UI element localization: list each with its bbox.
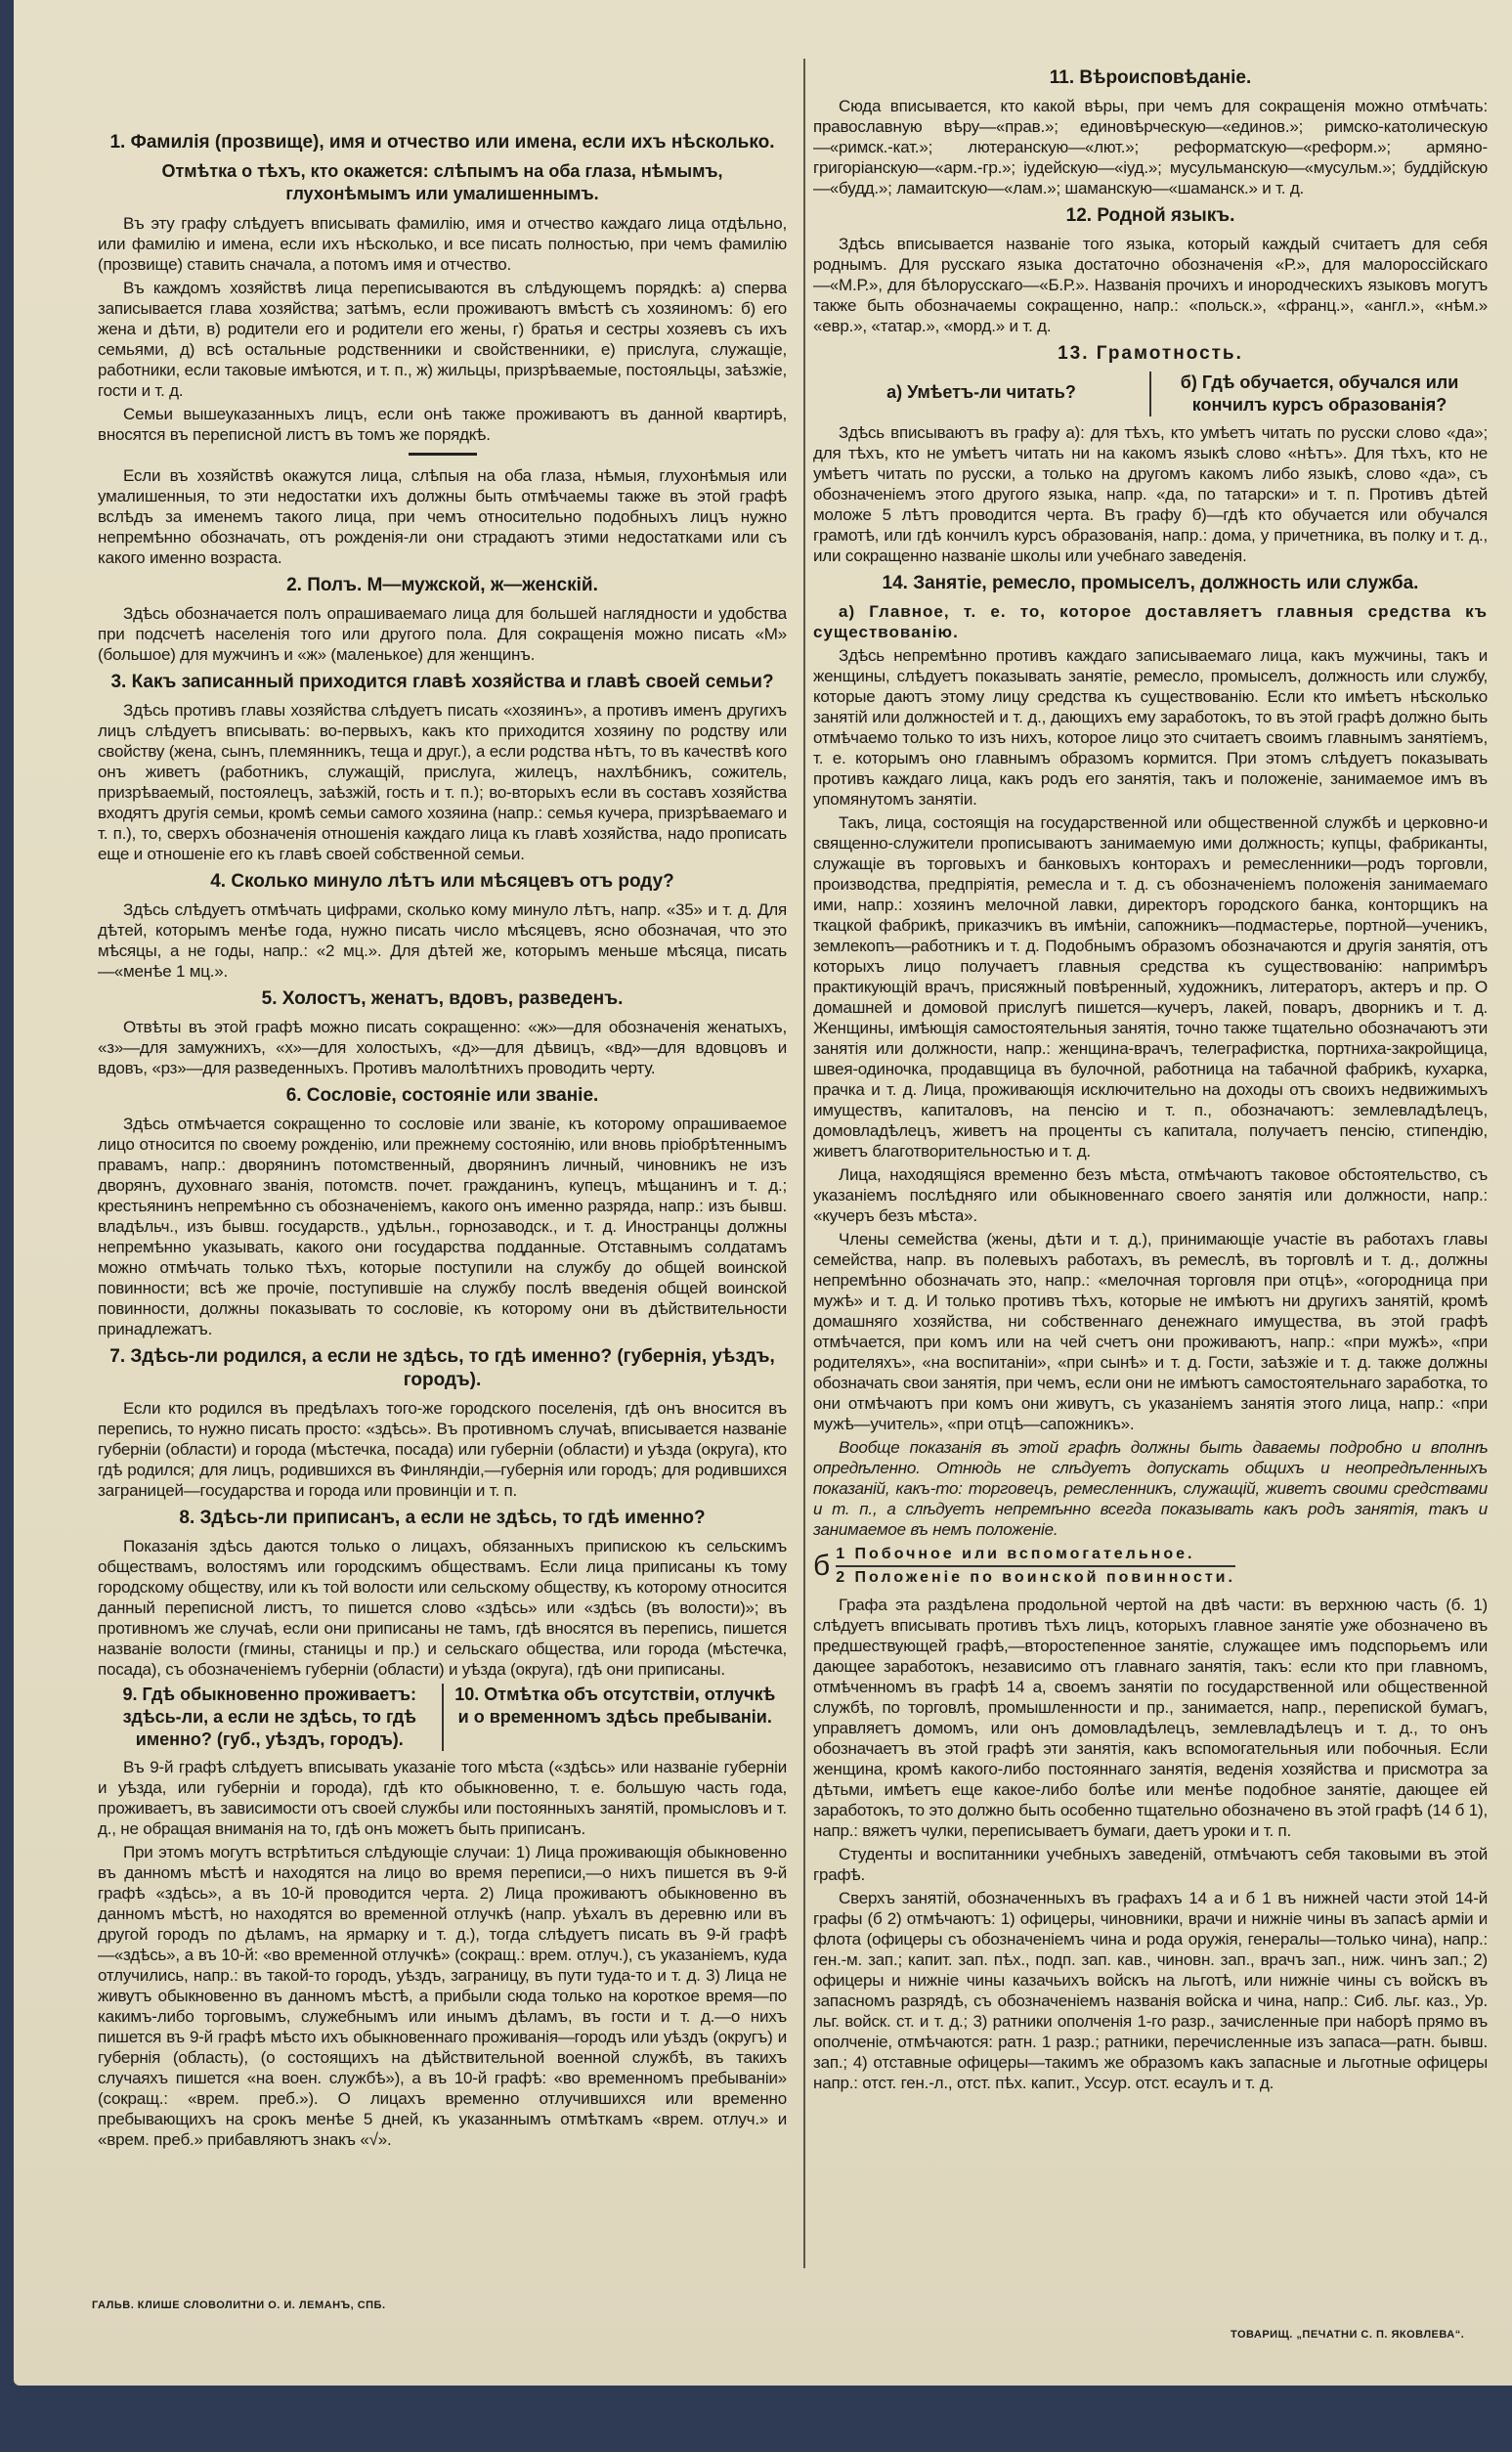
section-3-heading: 3. Какъ записанный приходится главѣ хозяйства и главѣ своей семьи?	[110, 672, 774, 692]
section-12-heading: 12. Родной языкъ.	[1065, 205, 1235, 226]
paragraph: Здѣсь непремѣнно противъ каждаго записываемаго лица, какъ мужчины, такъ и женщины, слѣдуетъ показывать занятіе, ремесло, промыселъ, должность или службу, которые даютъ этому лицу средства къ существованію. Если кто имѣетъ нѣсколько занятій или должностей и т. д., дающихъ ему заработокъ, то въ этой графѣ должно быть отмѣчаемо только то изъ нихъ, которое лицо это считаетъ своимъ главнымъ занятіемъ, т. е. которымъ оно главнымъ образомъ кормится. При этомъ слѣдуетъ показывать противъ каждаго лица, какъ родъ его занятія, такъ и положеніе, занимаемое имъ въ упомянутомъ занятіи.	[813, 646, 1488, 809]
paragraph: Если кто родился въ предѣлахъ того-же городского поселенія, гдѣ онъ вносится въ перепись, то нужно писать просто: «здѣсь». Въ противномъ случаѣ, вписывается названіе губерніи (области) и города (мѣстечка, посада) или губерніи (области) и уѣзда (округа), кто гдѣ родился; для лицъ, родившихся въ Финляндіи,—губернія или городъ; для родившихся заграницей—государства и города или провинціи и т. п.	[98, 1399, 787, 1500]
right-column	[813, 61, 1488, 2285]
paragraph: Студенты и воспитанники учебныхъ заведеній, отмѣчаютъ себя таковыми въ этой графѣ.	[813, 1845, 1488, 1884]
section-1-heading: 1. Фамилія (прозвище), имя и отчество или имена, если ихъ нѣсколько.	[109, 132, 775, 153]
paragraph: Такъ, лица, состоящія на государственной или общественной службѣ и церковно-и священно-служители прописываютъ занимаемую ими должность; купцы, фабриканты, служащіе въ торговыхъ и банковыхъ конторахъ и ремесленники—родъ торговли, производства, предпріятія, ремесла и т. д. съ обозначеніемъ положенія занимаемаго ими, напр.: хозяинъ мелочной лавки, директоръ городского банка, конторщикъ на ткацкой фабрикѣ, приказчикъ въ имѣніи, сапожникъ—подмастерье, портной—ученикъ, землекопъ—работникъ и т. д. Подобнымъ образомъ обозначаются и другія занятія, отъ которыхъ лицо получаетъ главныя средства къ существованію: напримѣръ практикующій врачъ, присяжный повѣренный, художникъ, литераторъ, актеръ и пр. О домашней и домовой прислугѣ пишется—кучеръ, лакей, поваръ, дворникъ и т. д. Женщины, имѣющія самостоятельныя занятія, точно также тщательно обозначаютъ эти занятія или должности, напр.: женщина-врачъ, телеграфистка, портниха-закройщица, швея-одиночка, продавщица въ булочной, работница на табачной фабрикѣ, кухарка, прачка и т. д. Лица, проживающія исключительно на доходы отъ своихъ недвижимыхъ имуществъ, капиталовъ, на пенсію и т. п., обозначаютъ: землевладѣлецъ, домовладѣлецъ, живетъ на проценты съ капитала, получаетъ пенсію, стипендію, живетъ благотворительностью и т. д.	[813, 813, 1488, 1160]
paragraph: Члены семейства (жены, дѣти и т. д.), принимающіе участіе въ работахъ главы семейства, напр. въ полевыхъ работахъ, въ ремеслѣ, въ торговлѣ и т. д., должны непремѣнно обозначать это, напр.: «мелочная торговля при отцѣ», «огородница при мужѣ» и т. д. И только противъ тѣхъ, которые не имѣютъ ни другихъ занятій, кромѣ домашняго хозяйства, ни собственнаго денежнаго имущества, въ этой графѣ отмѣчается, при комъ или на чей счетъ они проживаютъ, напр.: «при мужѣ», «при родителяхъ», «на воспитаніи», «при сынѣ» и т. д. Гости, заѣзжіе и т. д. также должны обозначать свои занятія, при чемъ, если они не имѣютъ самостоятельнаго заработка, то они отмѣчаютъ при комъ они живутъ, съ указаніемъ занятія этого лица, напр.: «при мужѣ—учитель», «при отцѣ—сапожникъ».	[813, 1230, 1488, 1433]
paragraph: При этомъ могутъ встрѣтиться слѣдующіе случаи: 1) Лица проживающія обыкновенно въ данномъ мѣстѣ и находятся на лицо во время переписи,—о нихъ пишется въ 9-й графѣ «здѣсь», а въ 10-й проводится черта. 2) Лица проживаютъ обыкновенно въ данномъ мѣстѣ, но находятся во временной отлучкѣ (напр. уѣхалъ въ деревню или въ другой городъ по дѣламъ, на ярмарку и т. д.), тогда слѣдуетъ писать въ 9-й графѣ—«здѣсь», а въ 10-й: «во временной отлучкѣ» (сокращ.: врем. отлуч.), съ указаніемъ, куда отлучились, напр.: въ такой-то городъ, уѣздъ, заграницу, въ пути туда-то и т. д. 3) Лица не живутъ обыкновенно въ данномъ мѣстѣ, а прибыли сюда только на короткое время—по какимъ-либо торговымъ, служебнымъ или инымъ дѣламъ, въ гости и т. д.—о нихъ пишется въ 9-й графѣ мѣсто ихъ обыкновеннаго проживанія—городъ или уѣздъ (округъ) и губернія (область), (о состоящихъ на дѣйствительной военной службѣ, въ такихъ случаяхъ пишется «на воен. службѣ»), а въ 10-й графѣ: «во временномъ пребываніи» (сокращ.: «врем. преб.»). О лицахъ временно отлучившихся или временно пребывающихъ на срокъ менѣе 5 дней, къ указаннымъ отмѣткамъ «врем. отлуч.» и «врем. преб.» прибавляютъ знакъ «√».	[98, 1843, 787, 2149]
section-13-heading: 13. Грамотность.	[1058, 343, 1243, 364]
section-8-heading: 8. Здѣсь-ли приписанъ, а если не здѣсь, то гдѣ именно?	[179, 1508, 706, 1528]
sections-9-10-heading	[98, 1684, 787, 1751]
section-4-heading: 4. Сколько минуло лѣтъ или мѣсяцевъ отъ роду?	[210, 871, 674, 892]
paragraph: Здѣсь обозначается полъ опрашиваемаго лица для большей наглядности и удобства при подсчетѣ населенія того или другого пола. Для сокращенія можно писать «М» (большое) для мужчинъ и «ж» (маленькое) для женщинъ.	[98, 604, 787, 664]
section-14-heading: 14. Занятіе, ремесло, промыселъ, должность или служба.	[882, 573, 1419, 593]
column-divider	[803, 59, 805, 2268]
section-11-heading: 11. Вѣроисповѣданіе.	[1049, 67, 1252, 88]
section-2-heading: 2. Полъ. М—мужской, ж—женскій.	[286, 575, 598, 595]
paragraph: Здѣсь вписываютъ въ графу а): для тѣхъ, кто умѣетъ читать по русски слово «да»; для тѣхъ, кто не умѣетъ читать ни на какомъ языкѣ слово «нѣтъ». Для тѣхъ, кто не умѣетъ читать по русски, а только на другомъ какомъ либо языкѣ, слово «да», съ обозначеніемъ этого другого языка, напр. «да, по татарски» и т. п. Противъ дѣтей моложе 5 лѣтъ проводится черта. Въ графу б)—гдѣ кто обучается или обучался грамотѣ, или гдѣ кончилъ курсъ образованія, напр.: дома, у причетника, въ полку и т. д., или сокращенно названіе школы или учебнаго заведенія.	[813, 423, 1488, 565]
paragraph: Сверхъ занятій, обозначенныхъ въ графахъ 14 а и б 1 въ нижней части этой 14-й графы (б 2) отмѣчаютъ: 1) офицеры, чиновники, врачи и нижніе чины въ запасѣ арміи и флота (офицеры съ обозначеніемъ чина и рода оружія, генералы—только чина), напр.: ген.-м. зап.; капит. зап. пѣх., подп. зап. кав., чиновн. зап., врачъ зап., ниж. чинъ зап.; 2) офицеры и нижніе чины казачьихъ войскъ на льготѣ, или нижніе чины съ войскъ въ запасномъ разрядѣ, съ обозначеніемъ названія войска и чина, напр.: Сиб. льг. каз., Ур. льг. войск. ст. и т. д.; 3) ратники ополченія 1-го разр., зачисленные при наборѣ прямо въ ополченіе, отмѣчаются: ратн. 1 разр.; ратники, перечисленные изъ запаса—ратн. бывш. зап.; 4) отставные офицеры—такимъ же образомъ какъ запасные и льготные офицеры напр.: отст. ген.-л., отст. пѣх. капит., Уссур. отст. есаулъ и т. д.	[813, 1889, 1488, 2092]
section-14b1-heading: 1 Побочное или вспомогательное.	[836, 1544, 1235, 1567]
paragraph: Въ 9-й графѣ слѣдуетъ вписывать указаніе того мѣста («здѣсь» или названіе губерніи и уѣзда, или губерніи и города), гдѣ кто обыкновенно, т. е. большую часть года, проживаетъ, въ зависимости отъ своей службы или постоянныхъ занятій, промысловъ и т. д., не обращая вниманія на то, гдѣ онъ можетъ быть приписанъ.	[98, 1758, 787, 1838]
section-13a-heading: а) Умѣетъ-ли читать?	[886, 382, 1076, 402]
paragraph: Отвѣты въ этой графѣ можно писать сокращенно: «ж»—для обозначенія женатыхъ, «з»—для замужнихъ, «х»—для холостыхъ, «д»—для дѣвицъ, «вд»—для вдовцовъ и вдовъ, «рз»—для разведенныхъ. Противъ малолѣтнихъ проводить черту.	[98, 1018, 787, 1077]
paragraph: Графа эта раздѣлена продольной чертой на двѣ части: въ верхнюю часть (б. 1) слѣдуетъ вписывать противъ тѣхъ лицъ, которыхъ главное занятіе уже обозначено въ предшествующей графѣ,—второстепенное занятіе, служащее имъ подспорьемъ или дающее заработокъ, независимо отъ главнаго занятія, такъ: если кто при главномъ, отмѣченномъ въ графѣ 14 а, своемъ занятіи по государственной или общественной службѣ, по торговлѣ, промышленности и пр., занимается, напр., перепиской бумагъ, управляетъ домомъ, или онъ домовладѣлецъ, землевладѣлецъ и т. д., то онъ обозначаетъ въ этой графѣ эти занятія, какъ вспомогательныя или побочныя. Если женщина, кромѣ какого-либо постояннаго занятія, веденія хозяйства и присмотра за дѣтьми, имѣетъ еще какое-либо болѣе или менѣе подобное занятіе, дающее ей заработокъ, то это должно быть особенно тщательно обозначено въ этой графѣ (14 б 1), напр.: вяжетъ чулки, переписываетъ бумаги, даетъ уроки и т. п.	[813, 1596, 1488, 1840]
paragraph: Сюда вписывается, кто какой вѣры, при чемъ для сокращенія можно отмѣчать: православную вѣру—«прав.»; единовѣрческую—«единов.»; римско-католическую—«римск.-кат.»; лютеранскую—«лют.»; реформатскую—«реформ.»; армяно-григоріанскую—«арм.-гр.»; іудейскую—«іуд.»; мусульманскую—«мусульм.»; буддійскую—«будд.»; ламаитскую—«лам.»; шаманскую—«шаманск.» и т. д.	[813, 97, 1488, 197]
section-7-heading: 7. Здѣсь-ли родился, а если не здѣсь, то гдѣ именно? (губернія, уѣздъ, городъ).	[109, 1346, 775, 1390]
section-6-heading: 6. Сословіе, состояніе или званіе.	[285, 1085, 599, 1106]
paragraph: Въ эту графу слѣдуетъ вписывать фамилію, имя и отчество каждаго лица отдѣльно, или фамилію и имена, если ихъ нѣсколько, и все писать полностью, при чемъ фамилію (прозвище) ставить сначала, а потомъ имя и отчество.	[98, 214, 787, 274]
paragraph: Если въ хозяйствѣ окажутся лица, слѣпыя на оба глаза, нѣмыя, глухонѣмыя или умалишенныя, то эти недостатки ихъ должны быть отмѣчаемы также въ этой графѣ вслѣдъ за именемъ такого лица, при чемъ относительно подобныхъ лицъ нужно непремѣнно обозначать, отъ рожденія-ли они страдаютъ этими недостатками или съ какого именно возраста.	[98, 466, 787, 567]
section-9-heading: 9. Гдѣ обыкновенно проживаетъ: здѣсь-ли, а если не здѣсь, то гдѣ именно? (губ., уѣздъ, городъ).	[122, 1685, 417, 1749]
footer-right-imprint: ТОВАРИЩ. „ПЕЧАТНИ С. П. ЯКОВЛЕВА“.	[1231, 2329, 1465, 2341]
section-5-heading: 5. Холостъ, женатъ, вдовъ, разведенъ.	[261, 988, 624, 1009]
paragraph: Семьи вышеуказанныхъ лицъ, если онѣ также проживаютъ въ данной квартирѣ, вносятся въ переписной листъ въ томъ же порядкѣ.	[98, 405, 787, 444]
divider	[409, 453, 477, 456]
paragraph: а) Главное, т. е. то, которое доставляетъ главныя средства къ существованію.	[813, 602, 1488, 641]
paragraph: Здѣсь вписывается названіе того языка, который каждый считаетъ для себя роднымъ. Для русскаго языка достаточно обозначенія «Р.», для малороссійскаго—«М.Р.», для бѣлорусскаго—«Б.Р.». Названія прочихъ и инородческихъ языковъ могутъ также быть обозначаемы сокращенно, напр.: «польск.», «франц.», «англ.», «нѣм.» «евр.», «татар.», «морд.» и т. д.	[813, 235, 1488, 335]
paragraph: Здѣсь противъ главы хозяйства слѣдуетъ писать «хозяинъ», а противъ именъ другихъ лицъ слѣдуетъ вписывать: во-первыхъ, какъ кто приходится хозяину по родству или свойству (жена, сынъ, племянникъ, теща и друг.), а если родства нѣтъ, то въ качествѣ кого онъ живетъ (работникъ, служащій, прислуга, жилецъ, нахлѣбникъ, сожитель, призрѣваемый, постоялецъ, заѣзжій, гость и т. п.); во-вторыхъ если въ составъ хозяйства входятъ другія семьи, кромѣ семьи самого хозяина (напр.: семья кучера, призрѣваемаго и т. п.), то, сверхъ обозначенія отношенія каждаго лица къ главѣ хозяйства, надо прописать еще и отношеніе его къ главѣ своей собственной семьи.	[98, 701, 787, 863]
section-14b2-heading: 2 Положеніе по воинской повинности.	[836, 1569, 1235, 1586]
section-10-heading: 10. Отмѣтка объ отсутствіи, отлучкѣ и о временномъ здѣсь пребываніи.	[442, 1684, 788, 1751]
footer-left-imprint: ГАЛЬВ. КЛИШЕ СЛОВОЛИТНИ О. И. ЛЕМАНЪ, СПБ.	[92, 2299, 386, 2311]
section-14b-letter: б	[813, 1550, 831, 1582]
section-1-subheading: Отмѣтка о тѣхъ, кто окажется: слѣпымъ на оба глаза, нѣмымъ, глухонѣмымъ или умалишеннымъ.	[161, 161, 723, 203]
paragraph: Вообще показанія въ этой графѣ должны быть даваемы подробно и вполнѣ опредѣленно. Отнюдь не слѣдуетъ допускать общихъ и неопредѣленныхъ показаній, какъ-то: торговецъ, ремесленникъ, служащій, живетъ своими средствами и т. п., а слѣдуетъ непремѣнно всегда показывать какъ родъ занятія, такъ и занимаемое въ немъ положеніе.	[813, 1438, 1488, 1539]
paragraph: Въ каждомъ хозяйствѣ лица переписываются въ слѣдующемъ порядкѣ: а) сперва записывается глава хозяйства; затѣмъ, если проживаютъ вмѣстѣ съ хозяиномъ: б) его жена и дѣти, в) родители его и родители его жены, г) братья и сестры хозяевъ съ ихъ семьями, д) всѣ остальные родственники и свойственники, е) прислуга, служащіе, работники, если таковые имѣются, и т. п., ж) жильцы, призрѣваемые, постояльцы, заѣзжіе, гости и т. д.	[98, 279, 787, 400]
paragraph: Здѣсь отмѣчается сокращенно то сословіе или званіе, къ которому опрашиваемое лицо относится по своему рожденію, или прежнему состоянію, или вновь пріобрѣтеннымъ правамъ, напр.: дворянинъ потомственный, дворянинъ личный, чиновникъ не изъ дворянъ, духовнаго званія, потомств. почет. гражданинъ, купецъ, мѣщанинъ и т. д.; крестьянинъ непремѣнно съ обозначеніемъ, какого онъ именно разряда, напр.: изъ бывш. владѣльч., изъ бывш. государств., удѣльн., горнозаводск., и т. д. Иностранцы должны непремѣнно указывать, какого они государства подданные. Отставнымъ солдатамъ можно отмѣчать только тѣхъ, которые поступили на службу до общей воинской повинности; всѣ же прочіе, поступившіе на службу послѣ введенія общей воинской повинности, должны показывать то сословіе, къ которому они въ дѣйствительности принадлежатъ.	[98, 1115, 787, 1338]
paragraph: Лица, находящіяся временно безъ мѣста, отмѣчаютъ таковое обстоятельство, съ указаніемъ послѣдняго или обыкновеннаго своего занятія или должности, напр.: «кучеръ безъ мѣста».	[813, 1165, 1488, 1225]
paragraph: Показанія здѣсь даются только о лицахъ, обязанныхъ припискою къ сельскимъ обществамъ, волостямъ или городскимъ обществамъ. Если лица приписаны къ тому городскому обществу, или къ той волости или сельскому обществу, къ которому относится данный переписной листъ, то пишется слово «здѣсь» или «здѣсь (въ волости)»; въ противномъ же случаѣ, если они приписаны не тамъ, гдѣ вносятся въ перепись, пишется названіе волости (гмины, станицы и пр.) и сельскаго общества, или города (мѣстечка, посада), съ обозначеніемъ губерніи (области) и уѣзда (округа), гдѣ они приписаны.	[98, 1537, 787, 1679]
document-page	[14, 0, 1512, 2386]
left-column	[98, 125, 787, 2281]
paragraph: Здѣсь слѣдуетъ отмѣчать цифрами, сколько кому минуло лѣтъ, напр. «35» и т. д. Для дѣтей, которымъ менѣе года, нужно писать число мѣсяцевъ, ясно обозначая, что это мѣсяцы, а не годы, напр.: «2 мц.». Для дѣтей же, которымъ меньше мѣсяца, писать—«менѣе 1 мц.».	[98, 900, 787, 981]
section-14b-heading	[813, 1544, 1488, 1589]
section-13b-heading: б) Гдѣ обучается, обучался или кончилъ курсъ образованія?	[1149, 372, 1488, 416]
section-13-subheadings	[813, 372, 1488, 416]
